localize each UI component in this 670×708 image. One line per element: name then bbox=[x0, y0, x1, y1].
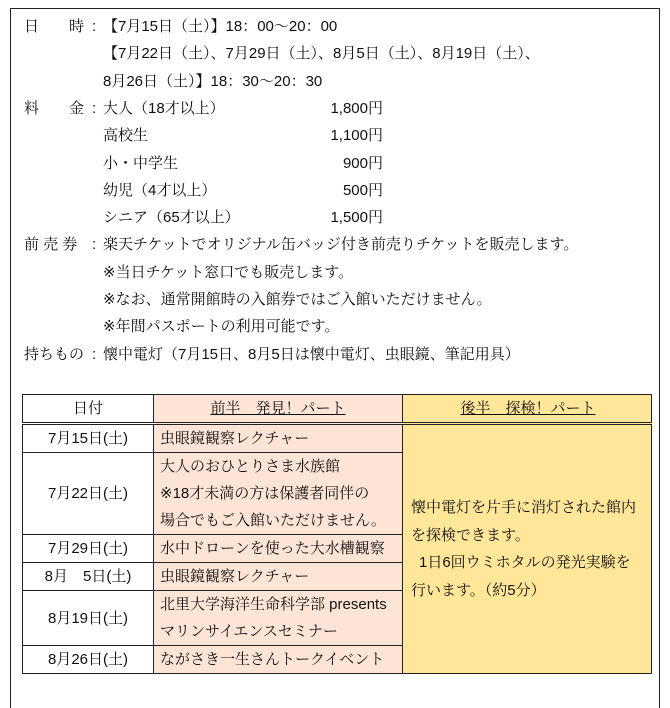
presale-text: 楽天チケットでオリジナル缶バッジ付き前売りチケットを販売します。 bbox=[103, 236, 579, 254]
bring-text: 懐中電灯（7月15日、8月5日は懐中電灯、虫眼鏡、筆記用具） bbox=[103, 345, 520, 363]
date-text: 【7月22日（土）、7月29日（土）、8月5日（土）、8月19日（土）、 bbox=[103, 45, 540, 63]
info-line bbox=[0, 95, 670, 122]
first-half-line: 水中ドローンを使った大水槽観察 bbox=[160, 540, 385, 557]
table-row bbox=[23, 424, 652, 453]
fee-name: シニア（65才以上） bbox=[103, 209, 240, 227]
header-second-half-label: 後半 探検！パート bbox=[460, 400, 596, 417]
fee-price: 1,100円 bbox=[330, 127, 383, 145]
row-date: 8月19日(土) bbox=[23, 591, 154, 646]
date-text: 8月26日（土）】18：30～20：30 bbox=[103, 72, 323, 90]
row-date: 7月29日(土) bbox=[23, 535, 154, 563]
info-line bbox=[0, 313, 670, 340]
fee-price: 1,500円 bbox=[330, 209, 383, 227]
colon: : bbox=[92, 236, 97, 254]
fee-price: 1,800円 bbox=[330, 99, 383, 117]
info-line bbox=[0, 122, 670, 149]
fee-name: 小・中学生 bbox=[103, 154, 179, 172]
row-first-half bbox=[154, 453, 403, 535]
colon: : bbox=[92, 18, 97, 35]
header-first-half bbox=[154, 395, 403, 424]
info-line bbox=[0, 68, 670, 95]
colon: : bbox=[92, 345, 97, 363]
presale-text: ※なお、通常開館時の入館券ではご入館いただけません。 bbox=[103, 291, 492, 308]
second-half-line: を探検できます。 bbox=[411, 526, 530, 544]
fee-name: 幼児（4才以上） bbox=[103, 181, 217, 199]
fee-name: 大人（18才以上） bbox=[103, 99, 225, 117]
date-text: 【7月15日（土）】18：00～20：00 bbox=[103, 18, 338, 35]
second-half-line: 懐中電灯を片手に消灯された館内 bbox=[411, 499, 637, 516]
presale-text: ※当日チケット窓口でも販売します。 bbox=[103, 263, 354, 281]
row-first-half bbox=[154, 563, 403, 591]
header-first-half-label: 前半 発見！パート bbox=[210, 400, 346, 417]
row-date: 7月22日(土) bbox=[23, 453, 154, 535]
info-line bbox=[0, 13, 670, 40]
second-half-description bbox=[403, 424, 652, 674]
info-line bbox=[0, 286, 670, 313]
second-half-line: 行います。（約5分） bbox=[411, 581, 546, 599]
presale-label: 前 売 券 bbox=[24, 236, 78, 254]
info-line bbox=[0, 259, 670, 286]
info-line bbox=[0, 231, 670, 258]
fee-label: 料 金 bbox=[24, 99, 85, 117]
info-line bbox=[0, 177, 670, 204]
bring-label: 持ちもの bbox=[24, 345, 85, 363]
row-first-half bbox=[154, 646, 403, 674]
first-half-line: ※18才未満の方は保護者同伴の bbox=[160, 485, 370, 502]
first-half-line: 場合でもご入館いただけません。 bbox=[160, 512, 386, 529]
header-second-half bbox=[403, 395, 652, 424]
row-date: 8月 5日(土) bbox=[23, 563, 154, 591]
fee-name: 高校生 bbox=[103, 127, 149, 145]
presale-text: ※年間パスポートの利用可能です。 bbox=[103, 318, 340, 336]
row-first-half bbox=[154, 424, 403, 453]
row-date: 7月15日(土) bbox=[23, 424, 154, 453]
first-half-line: マリンサイエンスセミナー bbox=[160, 623, 338, 640]
table-header-row bbox=[23, 395, 652, 424]
first-half-line: 虫眼鏡観察レクチャー bbox=[160, 568, 310, 585]
row-first-half bbox=[154, 535, 403, 563]
fee-price: 900円 bbox=[342, 154, 383, 172]
first-half-line: 虫眼鏡観察レクチャー bbox=[160, 430, 310, 447]
schedule-table bbox=[22, 394, 652, 674]
row-first-half bbox=[154, 591, 403, 646]
info-line bbox=[0, 341, 670, 368]
first-half-line: 大人のおひとりさま水族館 bbox=[160, 458, 341, 475]
info-line bbox=[0, 150, 670, 177]
date-label: 日 時 bbox=[24, 18, 85, 35]
info-line bbox=[0, 204, 670, 231]
header-date: 日付 bbox=[23, 395, 154, 424]
first-half-line: 北里大学海洋生命科学部 presents bbox=[160, 596, 387, 613]
second-half-line: 1日6回ウミホタルの発光実験を bbox=[419, 554, 631, 571]
fee-price: 500円 bbox=[342, 181, 383, 199]
colon: : bbox=[92, 99, 97, 117]
row-date: 8月26日(土) bbox=[23, 646, 154, 674]
first-half-line: ながさき一生さんトークイベント bbox=[160, 651, 385, 668]
info-line bbox=[0, 40, 670, 67]
